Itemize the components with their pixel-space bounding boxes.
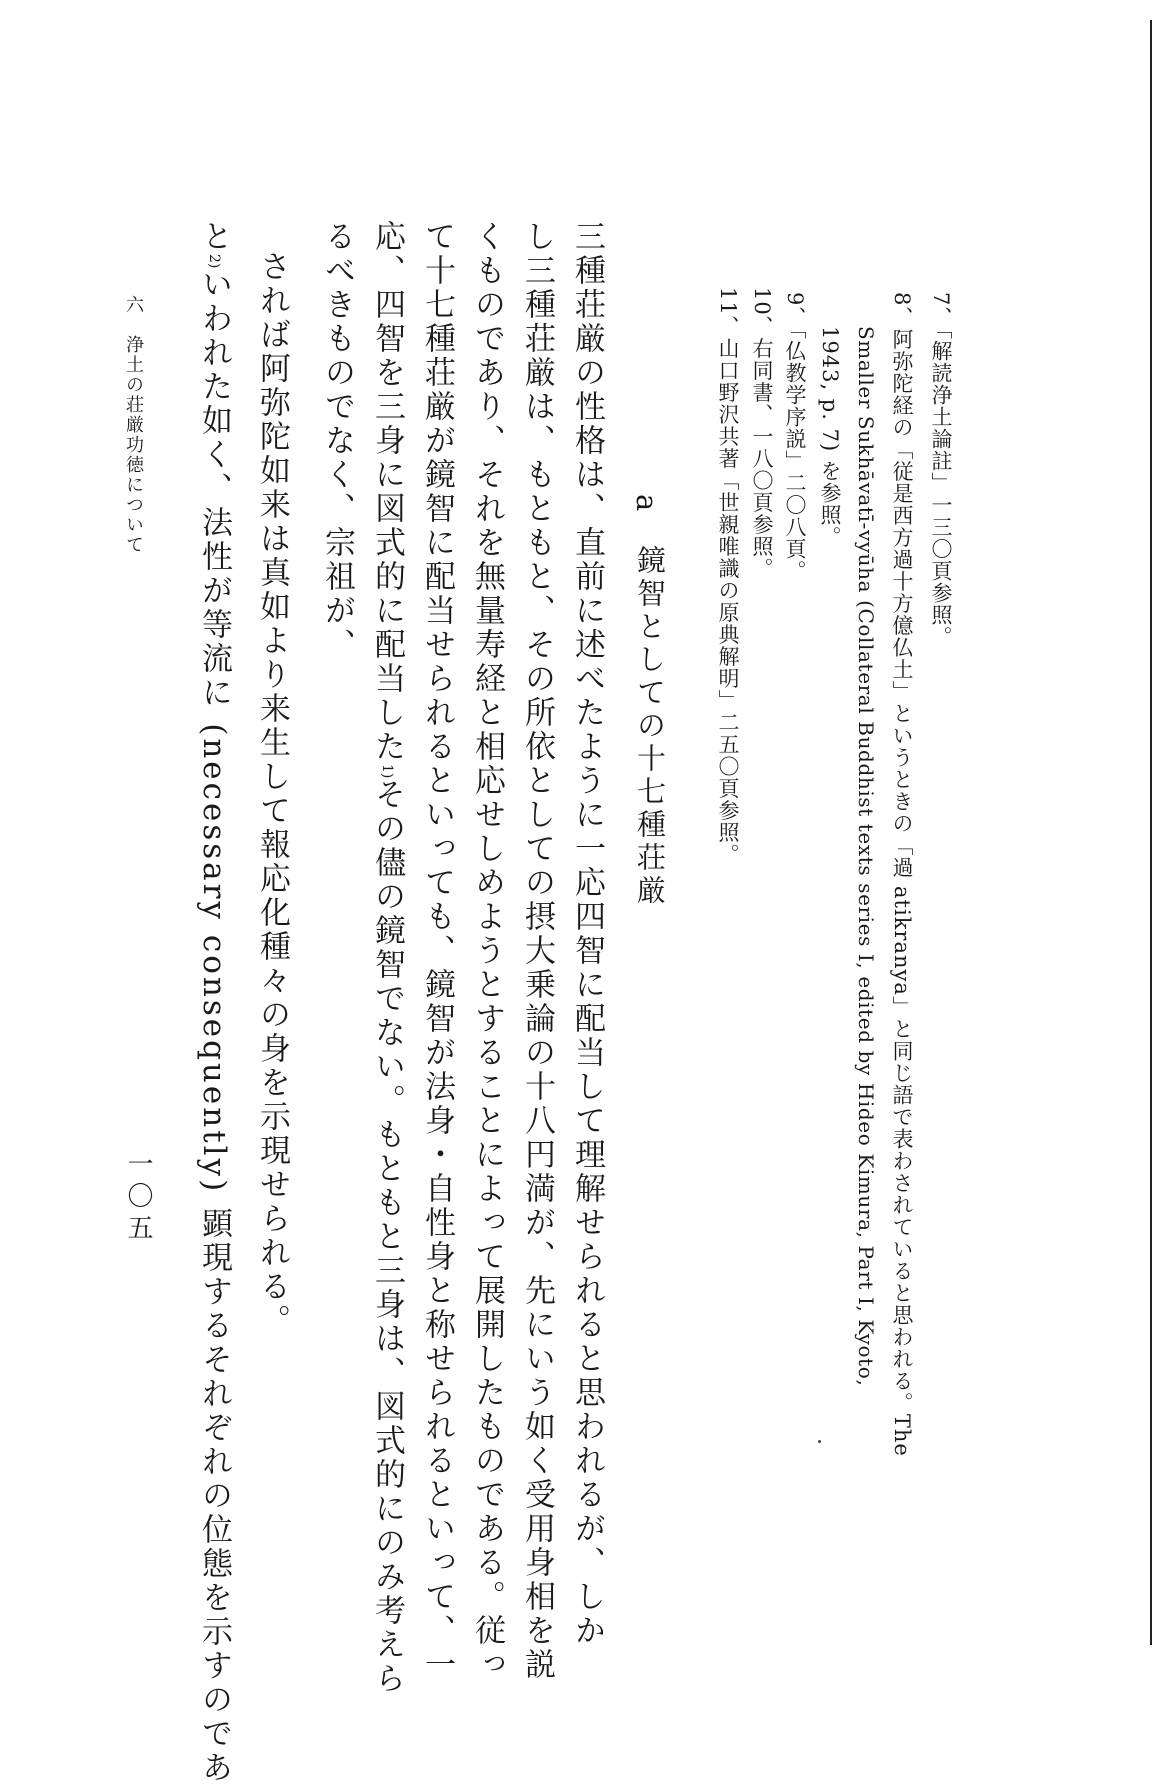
footnote-7: 7、「解読浄土論註」一三〇頁参照。 bbox=[929, 292, 953, 648]
body-line-8 bbox=[190, 220, 238, 1785]
body-line-1: 三種荘厳の性格は、直前に述べたように一応四智に配当して理解せられると思われるが、しか bbox=[569, 220, 605, 1648]
body-line-3: くものであり、それを無量寿経と相応せしめようとすることによって展開したものである。従っ bbox=[469, 220, 505, 1682]
section-letter: a bbox=[630, 494, 664, 516]
footnote-ref-2[interactable]: 2) bbox=[206, 254, 222, 269]
running-head: 六 浄土の荘厳功徳について bbox=[123, 295, 144, 555]
section-title: 鏡智としての十七種荘厳 bbox=[633, 545, 667, 908]
body-line-4: て十七種荘厳が鏡智に配当せられるといっても、鏡智が法身・自性身と称せられるといって、一 bbox=[419, 220, 455, 1682]
footnote-8-continued: Smaller Sukhāvatī-vyūha (Collateral Buddhist texts series I, edited by Hideo Kimura, Part I, Kyoto, bbox=[854, 326, 878, 1387]
scan-speck bbox=[818, 1440, 821, 1443]
quote-line: されば阿弥陀如来は真如より来生して報応化種々の身を示現せられる。 bbox=[254, 250, 290, 1338]
page-border-line bbox=[1150, 20, 1152, 1645]
body-line-2: し三種荘厳は、もともと、その所依としての摂大乗論の十八円満が、先にいう如く受用身相を説 bbox=[519, 220, 555, 1682]
footnote-11: 11、山口野沢共著「世親唯識の原典解明」二五〇頁参照。 bbox=[716, 287, 740, 866]
footnote-10: 10、右同書、一八〇頁参照。 bbox=[750, 287, 774, 580]
body-text: いわれた如く、法性が等流に (necessary consequently) 顕現するそれぞれの位態を示すのであ bbox=[196, 268, 232, 1785]
page-number: 一〇五 bbox=[123, 1150, 153, 1246]
footnote-8-continued: 1943, p. 7) を参照。 bbox=[818, 326, 842, 548]
footnote-9: 9、「仏教学序説」二〇八頁。 bbox=[783, 292, 807, 582]
body-line-5 bbox=[363, 220, 411, 1696]
footnote-ref-1[interactable]: 1) bbox=[379, 764, 395, 779]
body-text: と bbox=[196, 220, 232, 254]
body-text: 応、四智を三身に図式的に配当した bbox=[369, 220, 405, 764]
body-line-6: るべきものでなく、宗祖が、 bbox=[319, 220, 355, 662]
body-text: その儘の鏡智でない。もともと三身は、図式的にのみ考えら bbox=[369, 778, 405, 1697]
footnote-8: 8、阿弥陀経の「従是西方過十方億仏土」というときの「過 atikranya」と同じ語で表わされていると思われる。The bbox=[890, 292, 914, 1457]
